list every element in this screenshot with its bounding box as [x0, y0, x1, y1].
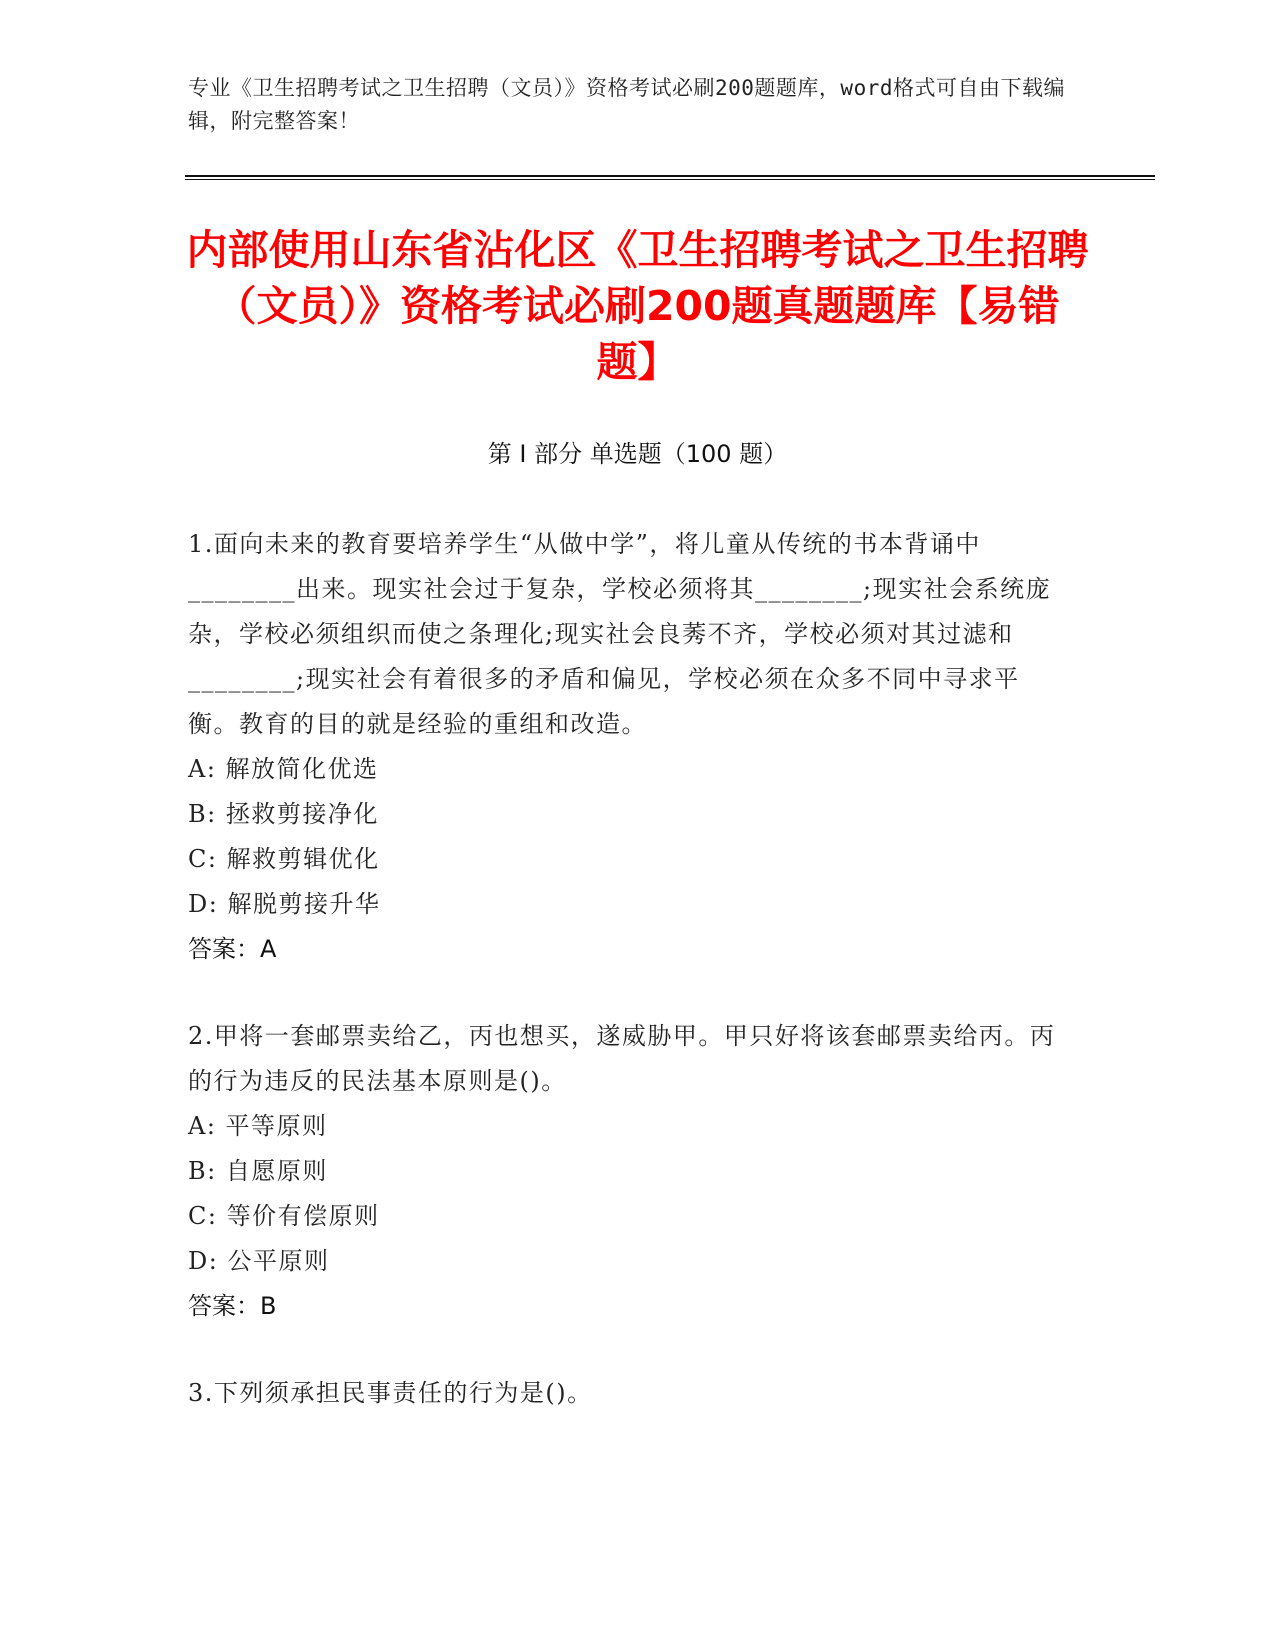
header-note: 专业《卫生招聘考试之卫生招聘（文员）》资格考试必刷200题题库，word格式可自由下载编辑，附完整答案！: [188, 76, 1065, 133]
option-a: A: 平等原则: [188, 1112, 328, 1140]
answer: 答案：B: [188, 1292, 277, 1320]
option-a: A: 解放简化优选: [188, 755, 379, 783]
option-c: C: 等价有偿原则: [188, 1202, 380, 1230]
option-c: C: 解救剪辑优化: [188, 845, 380, 873]
option-b: B: 拯救剪接净化: [188, 800, 379, 828]
section-heading: 第 I 部分 单选题（100 题）: [487, 440, 788, 468]
option-d: D: 解脱剪接升华: [188, 890, 381, 918]
answer: 答案：A: [188, 935, 277, 963]
option-d: D: 公平原则: [188, 1247, 330, 1275]
question-2: [188, 1014, 1068, 1329]
question-1: [188, 522, 1068, 972]
question-list: [188, 522, 1068, 1458]
question-stem: 2.甲将一套邮票卖给乙，丙也想买，遂威胁甲。甲只好将该套邮票卖给丙。丙的行为违反的民法基本原则是()。: [188, 1022, 1056, 1095]
question-3: [188, 1371, 1068, 1416]
question-stem: 1.面向未来的教育要培养学生“从做中学”，将儿童从传统的书本背诵中________出来。现实社会过于复杂，学校必须将其________;现实社会系统庞杂，学校必须组织而使之条理化;现实社会良莠不齐，学校必须对其过滤和________;现实社会有着很多的矛盾和偏见，学校必须在众多不同中寻求平衡。教育的目的就是经验的重组和改造。: [188, 530, 1052, 738]
question-stem: 3.下列须承担民事责任的行为是()。: [188, 1379, 593, 1407]
option-b: B: 自愿原则: [188, 1157, 328, 1185]
document-title: 内部使用山东省沾化区《卫生招聘考试之卫生招聘（文员）》资格考试必刷200题真题题库【易错题】: [186, 226, 1089, 386]
header-divider: [185, 175, 1155, 180]
